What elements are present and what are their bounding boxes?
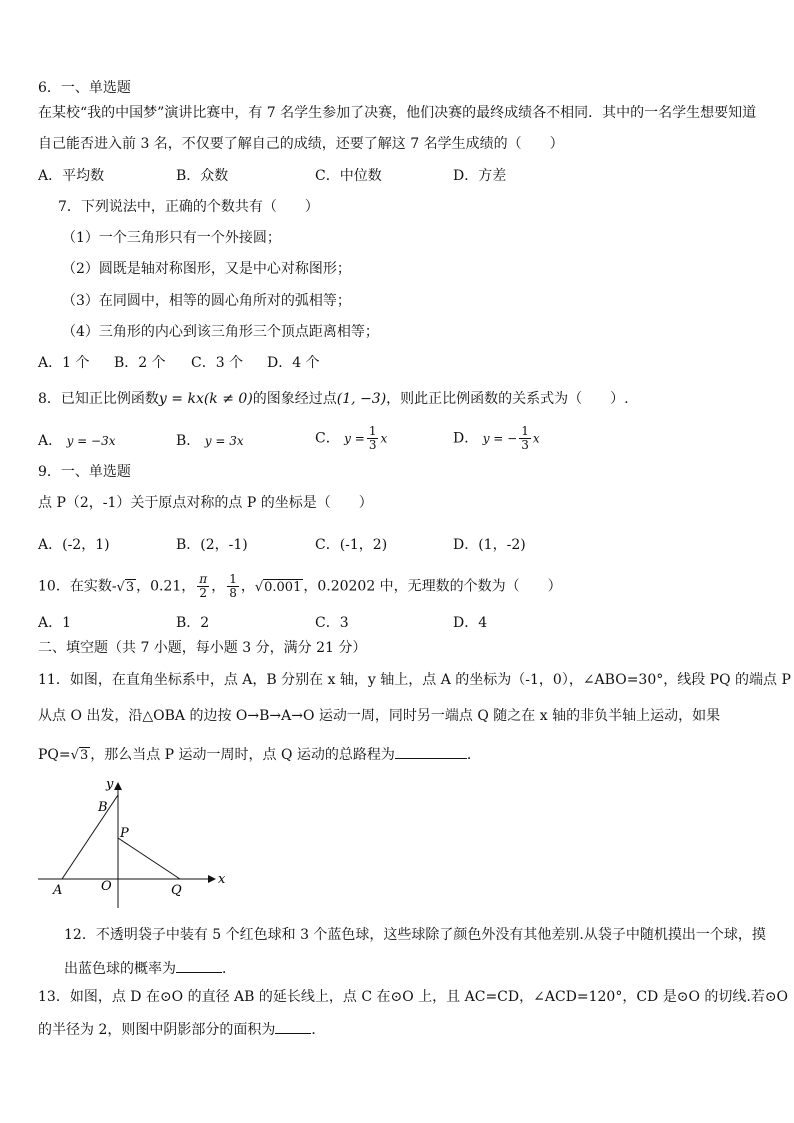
q8-option-c-denominator: 3 [368,438,377,452]
q11-sqrt3-radicand: 3 [79,748,89,763]
q8-option-b-label: B． [176,433,201,449]
q10-stem-pre: 10．在实数- [38,578,117,595]
q8-option-d [453,425,540,452]
q13-line2-pre: 的半径为 2，则图中阴影部分的面积为 [38,1022,276,1038]
q12-line2 [64,958,236,978]
q10-one-eighth-fraction [227,573,239,600]
q11-figure [34,772,234,912]
q10-fraction-denominator: 8 [229,586,237,600]
q10-stem-p3: ， [240,578,255,595]
q8-option-c-fraction [367,425,379,452]
q6-option-a: A．平均数 [38,168,105,184]
q10-stem-post: ，0.20202 中，无理数的个数为（ ） [303,578,562,595]
q13-line1: 13．如图，点 D 在⊙O 的直径 AB 的延长线上，点 C 在⊙O 上，且 AC=CD，∠ACD=120°，CD 是⊙O 的切线.若⊙O [38,989,789,1005]
q11-line1: 11．如图，在直角坐标系中，点 A，B 分别在 x 轴，y 轴上，点 A 的坐标为（-1，0），∠ABO=30°，线段 PQ 的端点 P [38,672,791,688]
q10-stem-p1: ，0.21， [136,578,196,595]
q8-option-b [176,432,244,450]
q8-option-d-formula-pre: y = − [482,431,518,446]
q10-sqrt001-radicand: 0.001 [264,579,302,595]
q11-sqrt3: √3 [70,748,89,763]
q13-answer-blank [275,1019,311,1034]
q8-option-d-numerator: 1 [521,424,529,438]
q8-option-c [315,425,387,452]
q9-stem: 点 P（2，-1）关于原点对称的点 P 的坐标是（ ） [38,495,373,511]
label-a: A [53,883,63,898]
q10-stem-p2: ， [211,578,226,595]
q11-line2: 从点 O 出发，沿△OBA 的边按 O→B→A→O 运动一周，同时另一端点 Q 随之在 x 轴的非负半轴上运动，如果 [38,708,721,724]
q10-sqrt3: √3 [116,579,135,595]
q10-fraction-numerator: 1 [229,572,237,586]
q8-option-c-formula-pre: y = [344,431,365,446]
q10-option-d: D．4 [453,615,488,631]
q10-pi-numerator: π [199,572,208,586]
q13-line2 [38,1019,325,1039]
label-y: y [106,777,114,792]
q7-item-1: （1）一个三角形只有一个外接圆； [62,230,281,246]
q8-option-c-numerator: 1 [368,424,377,438]
q10-option-a: A．1 [38,615,72,631]
q6-option-b: B．众数 [176,168,229,184]
q10-pi-denominator: 2 [199,586,208,600]
q12-line2-pre: 出蓝色球的概率为 [64,961,176,977]
q7-option-c: C．3 个 [191,355,244,371]
q9-option-b: B．(2，-1) [176,537,248,553]
label-x: x [218,872,226,887]
label-b: B [98,800,108,815]
q11-line3-end: ． [466,747,481,763]
q7-stem: 7．下列说法中，正确的个数共有（ ） [58,199,319,215]
y-axis-arrow-icon [114,782,122,790]
q8-option-a-label: A． [38,433,63,449]
q8-point: (1, −3) [336,391,387,407]
q7-option-b: B．2 个 [114,355,166,371]
q8-stem-mid: 的图象经过点 [252,391,337,407]
q8-stem-pre: 8．已知正比例函数 [38,391,159,407]
q8-option-d-label: D． [453,430,479,447]
q10-sqrt3-radicand: 3 [125,579,135,595]
q12-answer-blank [176,958,222,973]
q12-line1: 12．不透明袋子中装有 5 个红色球和 3 个蓝色球，这些球除了颜色外没有其他差别.从袋子中随机摸出一个球，摸 [64,927,766,943]
q10-stem [38,573,562,601]
q7-item-2: （2）圆既是轴对称图形，又是中心对称图形； [62,261,351,277]
q8-option-c-label: C． [315,430,340,447]
section-heading: 二、填空题（共 7 小题，每小题 3 分，满分 21 分） [38,640,367,656]
q10-option-c: C．3 [315,615,349,631]
q6-header: 6．一、单选题 [38,80,131,96]
label-o: O [101,879,112,894]
q7-item-3: （3）在同圆中，相等的圆心角所对的弧相等； [62,293,351,309]
label-q: Q [171,883,182,898]
q8-option-b-formula: y = 3x [204,434,244,448]
q8-option-a [38,432,116,450]
q8-option-d-denominator: 3 [521,438,529,452]
q8-option-d-formula-post: x [532,431,540,446]
q7-option-d: D．4 个 [267,355,320,371]
q7-item-4: （4）三角形的内心到该三角形三个顶点距离相等； [62,324,379,340]
q6-stem-line1: 在某校“我的中国梦”演讲比赛中，有 7 名学生参加了决赛，他们决赛的最终成绩各不相同．其中的一名学生想要知道 [38,105,757,121]
q6-stem-line2: 自己能否进入前 3 名，不仅要了解自己的成绩，还要了解这 7 名学生成绩的（ ） [38,136,564,152]
q8-option-c-formula-post: x [380,431,388,446]
segment-pq [118,838,180,879]
q10-sqrt001: √0.001 [254,579,302,595]
label-p: P [120,826,129,841]
q12-line2-end: ． [222,961,236,977]
q9-option-c: C．(-1，2) [315,537,388,553]
x-axis-arrow-icon [208,875,216,883]
q10-option-b: B．2 [176,615,210,631]
segment-ab [62,795,118,879]
q8-option-a-formula: y = −3x [66,434,116,448]
q6-option-c: C．中位数 [315,168,382,184]
q11-line3-pre: PQ= [38,747,71,763]
q8-stem-post: ，则此正比例函数的关系式为（ ）. [386,391,629,407]
q6-option-d: D．方差 [453,168,507,184]
q11-line3-post: ，那么当点 P 运动一周时，点 Q 运动的总路程为 [90,747,395,763]
q9-header: 9．一、单选题 [38,464,131,480]
q8-option-d-fraction [519,425,531,452]
q8-stem [38,390,629,408]
q10-pi-fraction [197,573,209,600]
q9-option-a: A．(-2，1) [38,537,110,553]
q9-option-d: D．(1，-2) [453,537,526,553]
q13-line2-end: ． [311,1022,326,1038]
q11-line3 [38,744,481,765]
q7-option-a: A．1 个 [38,355,90,371]
q8-function: y = kx(k ≠ 0) [158,391,253,407]
q11-answer-blank [395,744,467,759]
